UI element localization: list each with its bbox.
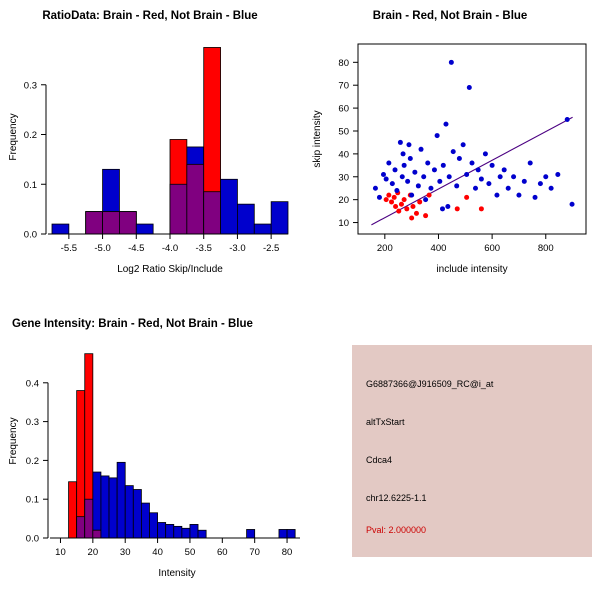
svg-text:70: 70 bbox=[249, 547, 260, 558]
locus-label: chr12.6225-1.1 bbox=[366, 493, 427, 503]
svg-text:skip intensity: skip intensity bbox=[312, 110, 323, 168]
svg-text:Frequency: Frequency bbox=[8, 417, 19, 465]
svg-text:-5.5: -5.5 bbox=[60, 243, 78, 254]
svg-text:0.1: 0.1 bbox=[25, 494, 39, 506]
svg-text:0.1: 0.1 bbox=[23, 179, 37, 191]
svg-text:Frequency: Frequency bbox=[8, 113, 19, 161]
svg-text:600: 600 bbox=[484, 243, 501, 254]
svg-text:60: 60 bbox=[338, 103, 349, 115]
gene-histogram-title: Gene Intensity: Brain - Red, Not Brain - Blue bbox=[12, 318, 253, 330]
svg-text:30: 30 bbox=[119, 547, 131, 558]
svg-text:40: 40 bbox=[338, 149, 349, 161]
svg-text:20: 20 bbox=[338, 195, 349, 207]
svg-text:0.3: 0.3 bbox=[25, 417, 39, 429]
svg-text:80: 80 bbox=[281, 547, 293, 558]
gene-name-label: Cdca4 bbox=[366, 455, 393, 465]
svg-text:0.0: 0.0 bbox=[25, 533, 39, 545]
svg-text:70: 70 bbox=[338, 80, 349, 92]
svg-text:-3.0: -3.0 bbox=[229, 243, 246, 254]
svg-text:50: 50 bbox=[184, 547, 196, 558]
svg-text:80: 80 bbox=[338, 57, 349, 69]
svg-text:0.2: 0.2 bbox=[25, 455, 39, 467]
ratio-histogram-title: RatioData: Brain - Red, Not Brain - Blue bbox=[42, 10, 258, 22]
svg-text:0.3: 0.3 bbox=[23, 80, 37, 92]
scatter-title: Brain - Red, Not Brain - Blue bbox=[372, 10, 528, 22]
svg-text:-3.5: -3.5 bbox=[195, 243, 212, 254]
svg-text:include intensity: include intensity bbox=[436, 264, 508, 275]
svg-text:20: 20 bbox=[87, 547, 99, 558]
svg-text:0.4: 0.4 bbox=[25, 378, 39, 390]
intensity-scatter-plot bbox=[300, 22, 600, 297]
probe-info-box bbox=[352, 345, 592, 557]
ratio-histogram-plot bbox=[0, 22, 300, 297]
svg-text:-5.0: -5.0 bbox=[94, 243, 111, 254]
svg-text:200: 200 bbox=[376, 243, 393, 254]
svg-text:-4.0: -4.0 bbox=[161, 243, 179, 254]
panel-intensity-scatter bbox=[300, 0, 600, 300]
svg-text:Log2 Ratio Skip/Include: Log2 Ratio Skip/Include bbox=[117, 264, 223, 275]
svg-text:60: 60 bbox=[217, 547, 228, 558]
svg-text:50: 50 bbox=[338, 126, 349, 138]
gene-histogram-plot bbox=[0, 330, 330, 598]
svg-text:10: 10 bbox=[55, 547, 66, 558]
svg-text:40: 40 bbox=[152, 547, 163, 558]
svg-text:0.2: 0.2 bbox=[23, 130, 37, 142]
svg-text:0.0: 0.0 bbox=[23, 229, 37, 241]
pvalue-label: Pval: 2.000000 bbox=[366, 525, 427, 535]
svg-text:-4.5: -4.5 bbox=[128, 243, 145, 254]
svg-text:400: 400 bbox=[430, 243, 447, 254]
svg-text:10: 10 bbox=[338, 218, 349, 230]
panel-gene-histogram bbox=[0, 312, 330, 600]
probe-id-label: G6887366@J916509_RC@i_at bbox=[366, 379, 494, 389]
svg-text:30: 30 bbox=[338, 172, 349, 184]
svg-text:800: 800 bbox=[537, 243, 554, 254]
event-type-label: altTxStart bbox=[366, 417, 405, 427]
svg-text:-2.5: -2.5 bbox=[262, 243, 280, 254]
svg-text:Intensity: Intensity bbox=[158, 568, 196, 579]
panel-ratio-histogram bbox=[0, 0, 300, 300]
